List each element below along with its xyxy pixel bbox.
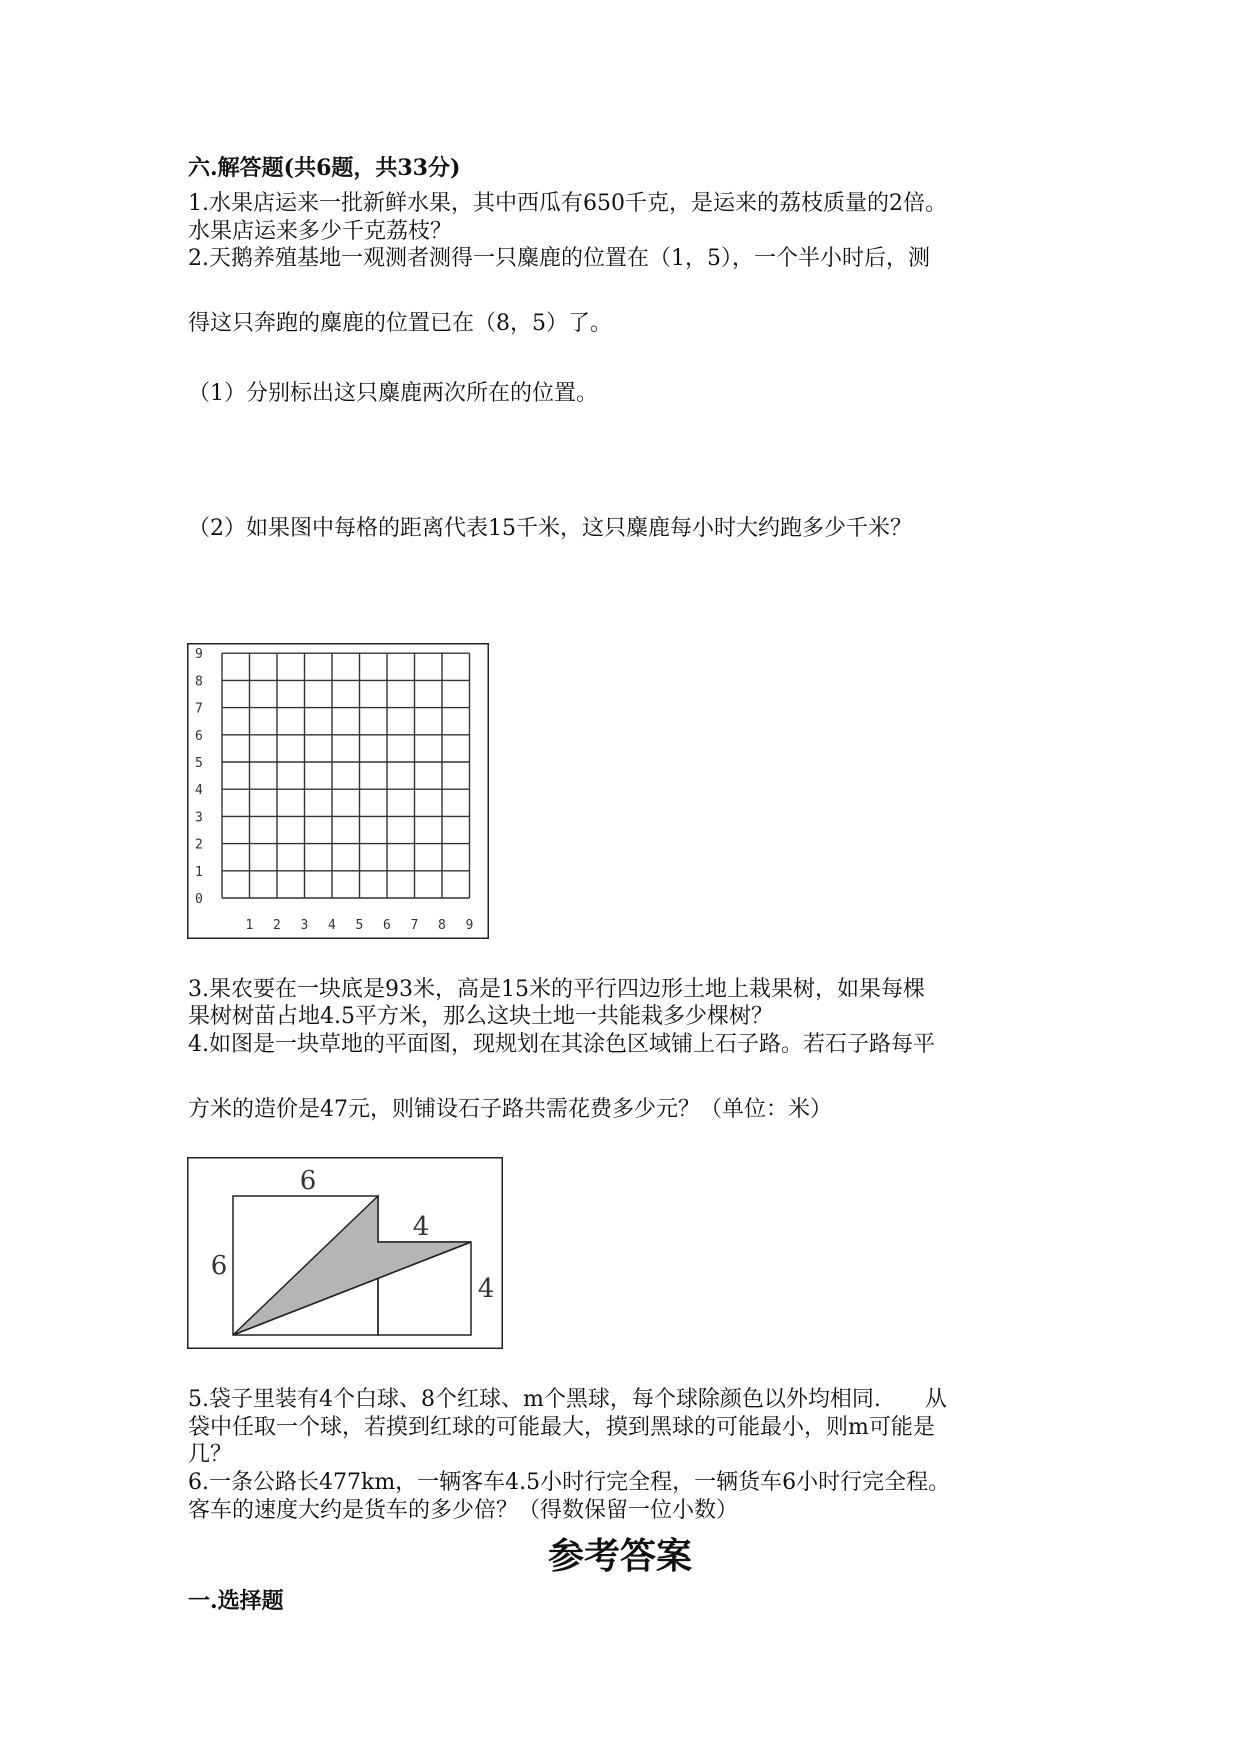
y-tick-label: 8 [195, 674, 203, 690]
y-tick-label: 1 [195, 864, 203, 880]
q1-line2: 水果店运来多少千克荔枝？ [188, 219, 453, 244]
q1-line1: 1.水果店运来一批新鲜水果，其中西瓜有650千克，是运来的荔枝质量的2倍。 [188, 191, 947, 216]
x-tick-label: 2 [273, 918, 281, 933]
x-tick-label: 3 [300, 918, 309, 933]
q2-line1: 2.天鹅养殖基地一观测者测得一只麋鹿的位置在（1，5），一个半小时后，测 [188, 246, 930, 271]
q3-line2: 果树树苗占地4.5平方米，那么这块土地一共能栽多少棵树？ [188, 1004, 773, 1029]
x-tick-label: 1 [245, 918, 254, 933]
q4-line2: 方米的造价是47元，则铺设石子路共需花费多少元？（单位：米） [188, 1097, 832, 1122]
q2-line2: 得这只奔跑的麋鹿的位置已在（8，5）了。 [188, 311, 612, 336]
q2-sub2: （2）如果图中每格的距离代表15千米，这只麋鹿每小时大约跑多少千米？ [188, 516, 912, 541]
top-side-label: 6 [299, 1166, 317, 1196]
grid-frame [188, 644, 489, 939]
x-axis-labels [246, 918, 474, 933]
x-tick-label: 5 [355, 918, 364, 933]
y-tick-label: 6 [195, 728, 203, 744]
coordinate-grid-figure [187, 643, 489, 939]
y-tick-label: 7 [195, 701, 203, 717]
answers-section1-heading: 一.选择题 [188, 1588, 284, 1614]
q5-line2: 袋中任取一个球，若摸到红球的可能最大，摸到黑球的可能最小，则m可能是 [188, 1415, 935, 1440]
q3-line1: 3.果农要在一块底是93米，高是15米的平行四边形土地上栽果树，如果每棵 [188, 977, 925, 1002]
small-right-label: 4 [477, 1274, 495, 1304]
q5-line1: 5.袋子里装有4个白球、8个红球、m个黑球，每个球除颜色以外均相同. 从 [188, 1387, 947, 1412]
y-tick-label: 2 [195, 837, 203, 853]
y-tick-label: 4 [195, 783, 203, 799]
y-tick-label: 0 [195, 892, 203, 907]
x-tick-label: 8 [438, 918, 446, 933]
small-top-label: 4 [412, 1212, 430, 1242]
y-tick-label: 9 [195, 647, 203, 663]
q4-line1: 4.如图是一块草地的平面图，现规划在其涂色区域铺上石子路。若石子路每平 [188, 1032, 935, 1057]
y-tick-label: 3 [195, 810, 203, 826]
q5-line3: 几？ [188, 1442, 233, 1467]
q6-line2: 客车的速度大约是货车的多少倍？（得数保留一位小数） [188, 1498, 739, 1523]
x-tick-label: 7 [410, 918, 419, 933]
answers-title: 参考答案 [548, 1535, 693, 1577]
section6-heading: 六.解答题(共6题，共33分) [188, 155, 461, 181]
q2-sub1: （1）分别标出这只麋鹿两次所在的位置。 [188, 381, 598, 406]
left-side-label: 6 [210, 1251, 228, 1281]
x-tick-label: 6 [383, 918, 391, 933]
x-tick-label: 4 [328, 918, 336, 933]
y-tick-label: 5 [195, 756, 203, 771]
x-tick-label: 9 [465, 918, 474, 933]
lawn-plan-figure [187, 1157, 503, 1349]
q6-line1: 6.一条公路长477km，一辆客车4.5小时行完全程，一辆货车6小时行完全程。 [188, 1470, 951, 1495]
